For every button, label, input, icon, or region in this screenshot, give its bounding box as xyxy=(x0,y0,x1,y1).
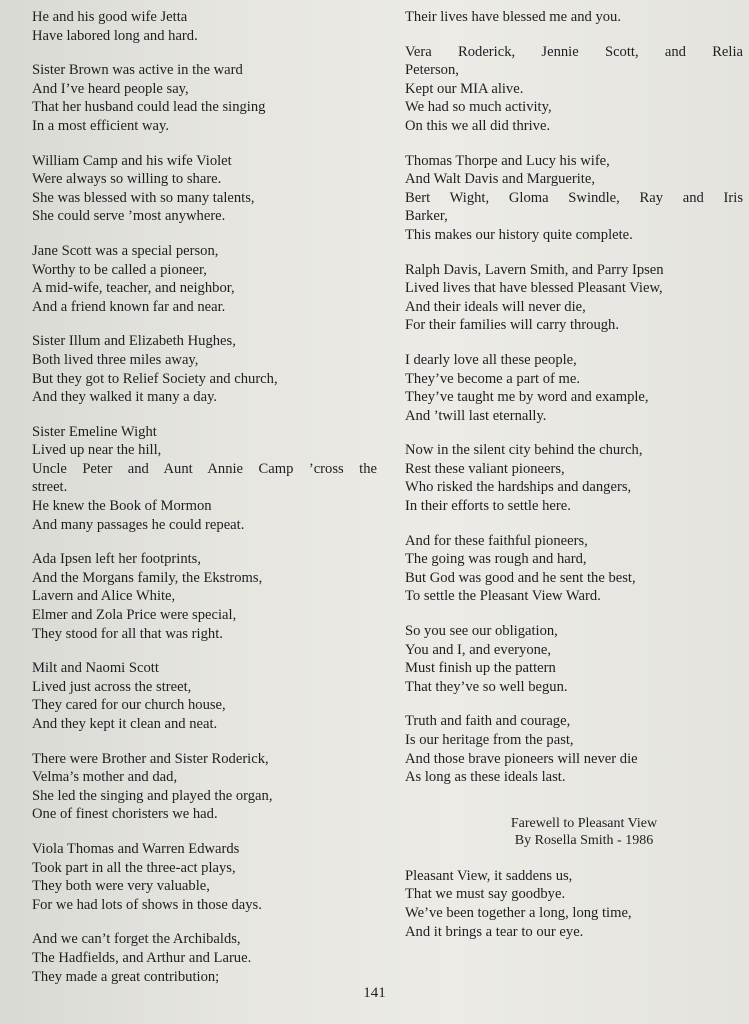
stanza-line: Ada Ipsen left her footprints, xyxy=(32,551,201,568)
stanza-line: Have labored long and hard. xyxy=(32,27,198,44)
stanza-line: They stood for all that was right. xyxy=(32,625,223,642)
stanza xyxy=(405,152,743,245)
stanza-line: So you see our obligation, xyxy=(405,623,558,640)
stanza-line: And I’ve heard people say, xyxy=(32,80,189,97)
stanza-line: One of finest choristers we had. xyxy=(32,806,218,823)
stanza xyxy=(32,750,377,824)
stanza-line: That her husband could lead the singing xyxy=(32,99,266,116)
stanza xyxy=(405,441,743,515)
stanza xyxy=(405,712,743,786)
stanza xyxy=(32,930,377,986)
stanza-line: Rest these valiant pioneers, xyxy=(405,460,565,477)
stanza-line: In their efforts to settle here. xyxy=(405,498,571,515)
stanza-line: Sister Illum and Elizabeth Hughes, xyxy=(32,333,236,350)
stanza-line: And for these faithful pioneers, xyxy=(405,532,588,549)
stanza-line: They’ve become a part of me. xyxy=(405,370,581,387)
stanza-line: street. xyxy=(32,479,68,496)
stanza-line: Thomas Thorpe and Lucy his wife, xyxy=(405,152,610,169)
stanza-line: We had so much activity, xyxy=(405,99,552,116)
right-column xyxy=(405,8,743,957)
stanza-line: Uncle Peter and Aunt Annie Camp ’cross the xyxy=(32,460,377,477)
stanza-line: This makes our history quite complete. xyxy=(405,226,633,243)
stanza xyxy=(405,351,743,425)
farewell-heading xyxy=(405,815,743,849)
stanza-line: Lived lives that have blessed Pleasant View, xyxy=(405,280,663,297)
stanza-line: She led the singing and played the organ, xyxy=(32,787,273,804)
stanza-line: There were Brother and Sister Roderick, xyxy=(32,750,269,767)
stanza-line: Peterson, xyxy=(405,62,459,79)
stanza xyxy=(32,332,377,406)
stanza-line: Lived up near the hill, xyxy=(32,442,162,459)
stanza-line: And many passages he could repeat. xyxy=(32,516,245,533)
left-column xyxy=(32,8,377,1002)
stanza-line: To settle the Pleasant View Ward. xyxy=(405,588,601,605)
farewell-title: Farewell to Pleasant View xyxy=(510,815,658,831)
stanza-line: We’ve been together a long, long time, xyxy=(405,904,632,921)
stanza-line: She was blessed with so many talents, xyxy=(32,189,255,206)
stanza-line: And we can’t forget the Archibalds, xyxy=(32,931,241,948)
stanza xyxy=(405,261,743,335)
stanza-line: He knew the Book of Mormon xyxy=(32,498,212,515)
stanza-line: Sister Brown was active in the ward xyxy=(32,62,243,79)
stanza xyxy=(405,8,743,27)
stanza xyxy=(32,61,377,135)
stanza xyxy=(32,152,377,226)
stanza xyxy=(32,659,377,733)
stanza-line: Vera Roderick, Jennie Scott, and Relia xyxy=(405,43,743,60)
stanza xyxy=(32,423,377,535)
stanza-line: And they kept it clean and neat. xyxy=(32,716,218,732)
stanza-line: Their lives have blessed me and you. xyxy=(405,9,622,25)
stanza-line: For their families will carry through. xyxy=(405,317,619,334)
stanza-line: They both were very valuable, xyxy=(32,878,210,895)
stanza-line: You and I, and everyone, xyxy=(405,641,552,658)
stanza-line: And they walked it many a day. xyxy=(32,389,218,406)
stanza-line: They made a great contribution; xyxy=(32,968,220,985)
stanza-line: Kept our MIA alive. xyxy=(405,80,524,97)
stanza-line: Must finish up the pattern xyxy=(405,660,556,677)
stanza-line: A mid-wife, teacher, and neighbor, xyxy=(32,280,235,297)
stanza-line: Now in the silent city behind the church, xyxy=(405,442,643,459)
stanza-line: In a most efficient way. xyxy=(32,117,169,134)
stanza-line: The going was rough and hard, xyxy=(405,551,587,568)
farewell-byline: By Rosella Smith - 1986 xyxy=(514,832,654,848)
stanza-line: Took part in all the three-act plays, xyxy=(32,859,236,876)
stanza-line: And the Morgans family, the Ekstroms, xyxy=(32,569,263,586)
stanza-line: Truth and faith and courage, xyxy=(405,713,571,730)
stanza-line: As long as these ideals last. xyxy=(405,769,566,786)
stanza-line: Velma’s mother and dad, xyxy=(32,769,178,786)
stanza-line: And ’twill last eternally. xyxy=(405,407,547,424)
stanza-line: And those brave pioneers will never die xyxy=(405,750,638,767)
stanza-line: They cared for our church house, xyxy=(32,697,226,714)
stanza-line: That we must say goodbye. xyxy=(405,886,566,903)
stanza-line: Pleasant View, it saddens us, xyxy=(405,867,573,884)
stanza xyxy=(405,43,743,136)
stanza xyxy=(32,840,377,914)
stanza-line: Lived just across the street, xyxy=(32,678,192,695)
stanza-line: I dearly love all these people, xyxy=(405,351,577,368)
stanza xyxy=(405,622,743,696)
stanza-line: Were always so willing to share. xyxy=(32,171,222,188)
page-number: 141 xyxy=(363,985,386,1001)
stanza-line: Elmer and Zola Price were special, xyxy=(32,607,237,624)
stanza-line: Viola Thomas and Warren Edwards xyxy=(32,840,240,857)
stanza-line: On this we all did thrive. xyxy=(405,117,551,134)
stanza-line: She could serve ’most anywhere. xyxy=(32,208,226,225)
stanza-line: Both lived three miles away, xyxy=(32,351,199,368)
stanza-line: And it brings a tear to our eye. xyxy=(405,923,584,940)
stanza xyxy=(405,532,743,606)
farewell-stanza xyxy=(405,867,743,941)
stanza-line: They’ve taught me by word and example, xyxy=(405,389,649,406)
stanza xyxy=(32,550,377,643)
stanza xyxy=(32,8,377,45)
stanza-line: William Camp and his wife Violet xyxy=(32,152,232,169)
stanza-line: And Walt Davis and Marguerite, xyxy=(405,171,595,188)
stanza-line: Worthy to be called a pioneer, xyxy=(32,261,207,278)
stanza-line: Sister Emeline Wight xyxy=(32,423,157,440)
stanza-line: The Hadfields, and Arthur and Larue. xyxy=(32,949,252,966)
stanza-line: And their ideals will never die, xyxy=(405,298,586,315)
stanza-line: Bert Wight, Gloma Swindle, Ray and Iris xyxy=(405,189,743,206)
stanza-line: But they got to Relief Society and church, xyxy=(32,370,278,387)
stanza-line: For we had lots of shows in those days. xyxy=(32,896,262,913)
stanza-line: Lavern and Alice White, xyxy=(32,588,176,605)
stanza-line: But God was good and he sent the best, xyxy=(405,569,636,586)
stanza-line: That they’ve so well begun. xyxy=(405,678,568,695)
stanza-line: Who risked the hardships and dangers, xyxy=(405,479,632,496)
right-stanzas xyxy=(405,8,743,787)
stanza-line: Jane Scott was a special person, xyxy=(32,242,219,259)
stanza-line: Milt and Naomi Scott xyxy=(32,660,159,677)
stanza-line: And a friend known far and near. xyxy=(32,298,226,315)
stanza-line: Is our heritage from the past, xyxy=(405,732,574,748)
stanza-line: He and his good wife Jetta xyxy=(32,9,188,25)
stanza-line: Barker, xyxy=(405,208,448,225)
stanza-line: Ralph Davis, Lavern Smith, and Parry Ipsen xyxy=(405,261,664,278)
stanza xyxy=(32,242,377,316)
